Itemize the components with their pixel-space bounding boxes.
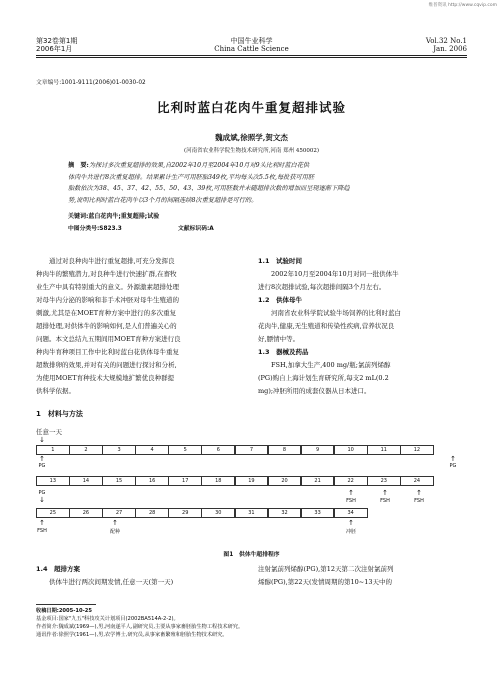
figure-caption: 图1 供体牛超排程序 bbox=[223, 552, 280, 558]
day-cell: 19 bbox=[235, 476, 269, 486]
day-cell: 16 bbox=[135, 476, 169, 486]
day-cell: 21 bbox=[301, 476, 335, 486]
day-cell: 12 bbox=[400, 445, 434, 455]
day-cell: 23 bbox=[367, 476, 401, 486]
subsection-heading: 1.4 超排方案 bbox=[36, 565, 81, 573]
journal-name-en: China Cattle Science bbox=[214, 45, 289, 53]
day-cell: 3 bbox=[102, 445, 136, 455]
day-row-1 bbox=[36, 445, 433, 455]
fsh-marker: FSH bbox=[37, 528, 47, 534]
header-rule-2 bbox=[36, 57, 467, 58]
journal-volume: 第32卷第1期 bbox=[36, 37, 78, 45]
fsh-marker: FSH bbox=[346, 498, 356, 504]
arrow-down-icon: ↓ bbox=[39, 436, 45, 444]
abstract-label: 摘 要: bbox=[68, 162, 89, 169]
day-cell: 7 bbox=[235, 445, 269, 455]
day-cell: 15 bbox=[102, 476, 136, 486]
arrow-up-icon: ↑ bbox=[348, 519, 354, 527]
day-cell: 24 bbox=[400, 476, 434, 486]
intro-line: 业生产中具有特别重大的意义。外源激素超排处理 bbox=[36, 283, 179, 291]
subsection-heading: 1.1 试验时间 bbox=[258, 257, 303, 265]
classification: 中图分类号:S823.3 bbox=[68, 226, 122, 232]
fsh-marker: FSH bbox=[414, 498, 424, 504]
body-line: 供体牛进行两次间期发情,任意一天(第一天) bbox=[49, 578, 174, 586]
footnote-funding: 基金项目:国家"九五"科技攻关计划项目(2002BA514A-2-2)。 bbox=[36, 616, 179, 622]
day-cell: 27 bbox=[102, 508, 136, 518]
day-cell: 32 bbox=[268, 508, 302, 518]
arrow-up-icon: ↑ bbox=[112, 519, 118, 527]
day-cell: 28 bbox=[135, 508, 169, 518]
footnotes bbox=[36, 607, 476, 639]
day-cell: 33 bbox=[301, 508, 335, 518]
day-cell: 25 bbox=[36, 508, 70, 518]
body-line: mg);冲胚所用的成套仪器从日本进口。 bbox=[258, 387, 371, 395]
day-cell: 8 bbox=[268, 445, 302, 455]
intro-line: 种肉牛的繁殖潜力,对良种牛进行快速扩群,在畜牧 bbox=[36, 270, 177, 278]
day-cell: 5 bbox=[168, 445, 202, 455]
arrow-up-icon: ↑ bbox=[450, 455, 456, 463]
arrow-up-icon: ↑ bbox=[416, 489, 422, 497]
day-cell: 26 bbox=[69, 508, 103, 518]
abstract-line: 为探讨多次重复超排的效果,自2002年10月至2004年10月对9头比利时蓝白花供 bbox=[88, 162, 310, 169]
footnote-corresponding: 通讯作者:徐照学(1961—),男,农学博士,研究员,从事家畜繁殖和胚胎生物技术研究。 bbox=[36, 632, 228, 638]
abstract-line: 体肉牛共进行8次重复超排。结果累计生产可用胚胎349枚,平均每头次5.5枚,每批获可用胚 bbox=[68, 173, 315, 181]
fsh-marker: FSH bbox=[380, 498, 390, 504]
day-cell: 30 bbox=[201, 508, 235, 518]
journal-date: 2006年1月 bbox=[36, 45, 73, 53]
body-line: FSH,加拿大生产,400 mg/瓶;氯前列烯醇 bbox=[271, 361, 391, 369]
body-line: 进行8次超排试验,每次超排间隔3个月左右。 bbox=[258, 283, 386, 291]
footnote-author: 作者简介:魏成斌(1969—),男,河南遂平人,副研究员,主要从事家畜胚胎生物工程技术研究。 bbox=[36, 624, 244, 630]
intro-line: 通过对良种肉牛进行重复超排,可充分发挥良 bbox=[49, 257, 175, 265]
day-cell: 9 bbox=[301, 445, 335, 455]
doc-code: 文献标识码:A bbox=[178, 226, 214, 232]
day-row-3 bbox=[36, 508, 367, 518]
body-line: 花肉牛,健康,无生殖道和传染性疾病,营养状况良 bbox=[258, 322, 395, 330]
journal-date-en: Jan. 2006 bbox=[433, 45, 467, 53]
pg-marker: PG bbox=[38, 490, 46, 496]
header-rule bbox=[36, 55, 467, 56]
subsection-heading: 1.3 器械及药品 bbox=[258, 348, 309, 356]
subsection-heading: 1.2 供体母牛 bbox=[258, 296, 303, 304]
body-line: 注射氯前列烯醇(PG),第12天第二次注射氯前列 bbox=[258, 565, 394, 573]
day-cell: 11 bbox=[367, 445, 401, 455]
body-line: 好,膘情中等。 bbox=[258, 335, 300, 343]
day-cell: 18 bbox=[201, 476, 235, 486]
day-cell: 31 bbox=[235, 508, 269, 518]
arrow-up-icon: ↑ bbox=[39, 455, 45, 463]
day-cell: 6 bbox=[201, 445, 235, 455]
section-1-4-cont bbox=[258, 563, 468, 589]
arrow-up-icon: ↑ bbox=[39, 519, 45, 527]
flush-marker: 冲胚 bbox=[345, 529, 356, 535]
affiliation: (河南省农业科学院生物技术研究所,河南 郑州 450002) bbox=[183, 148, 320, 154]
figure-any-day: 任意一天 bbox=[36, 428, 62, 436]
body-line: (PG)购自上海计划生育研究所,每支2 mL(0.2 bbox=[258, 374, 389, 382]
right-column bbox=[258, 255, 468, 398]
day-cell: 4 bbox=[135, 445, 169, 455]
intro-paragraph bbox=[36, 255, 248, 398]
arrow-up-icon: ↑ bbox=[348, 489, 354, 497]
day-cell: 13 bbox=[36, 476, 70, 486]
intro-line: 对母牛内分泌的影响和非手术冲胚对母牛生殖道的 bbox=[36, 296, 179, 304]
abstract-line: 胎数依次为38、45、37、42、55、50、43、39枚,可用胚数并未随超排次数的增加而呈现逐渐下降趋 bbox=[68, 185, 350, 192]
body-line: 2002年10月至2004年10月对同一批供体牛 bbox=[271, 270, 399, 278]
day-cell: 29 bbox=[168, 508, 202, 518]
day-row-2 bbox=[36, 476, 433, 486]
section-heading: 1 材料与方法 bbox=[36, 410, 83, 418]
intro-line: 超排处理,对供体牛的影响如何,是人们普遍关心的 bbox=[36, 322, 177, 330]
journal-vol-en: Vol.32 No.1 bbox=[425, 37, 467, 45]
intro-line: 种肉牛育种项目工作中比利时蓝白花供体母牛重复 bbox=[36, 348, 179, 356]
pg-marker: PG bbox=[449, 463, 457, 469]
section-1-4 bbox=[36, 563, 248, 589]
article-id: 文章编号:1001-9111(2006)01-0030-02 bbox=[36, 80, 146, 86]
arrow-down-icon: ↓ bbox=[39, 496, 45, 504]
intro-line: 问题。本文总结九五期间用MOET育种方案进行良 bbox=[36, 335, 181, 343]
day-cell: 17 bbox=[168, 476, 202, 486]
intro-line: 刺激,尤其是在MOET育种方案中进行的多次重复 bbox=[36, 309, 177, 317]
intro-line: 供科学依据。 bbox=[36, 387, 75, 395]
body-line: 河南省农业科学院试验牛场饲养的比利时蓝白 bbox=[271, 309, 401, 317]
intro-line: 为使用MOET育种技术大规模地扩繁优良种群提 bbox=[36, 374, 175, 382]
abstract-line: 势,说明比利时蓝白花肉牛以3个月的间隔连续8次重复超排是可行的。 bbox=[68, 196, 258, 204]
mating-marker: 配种 bbox=[109, 529, 120, 535]
day-cell: 10 bbox=[334, 445, 368, 455]
footnote-received: 收稿日期:2005-10-25 bbox=[36, 608, 93, 614]
intro-line: 超数排卵的效果,并对有关的问题进行探讨和分析, bbox=[36, 361, 177, 369]
pg-marker: PG bbox=[38, 463, 46, 469]
authors: 魏成斌,徐照学,贺文杰 bbox=[215, 133, 288, 142]
footnote-rule bbox=[36, 604, 96, 605]
arrow-up-icon: ↑ bbox=[382, 489, 388, 497]
abstract bbox=[68, 160, 448, 206]
day-cell: 1 bbox=[36, 445, 70, 455]
day-cell: 2 bbox=[69, 445, 103, 455]
body-line: 烯醇(PG),第22天(发情周期的第10~13天中的 bbox=[258, 578, 392, 586]
day-cell: 22 bbox=[334, 476, 368, 486]
day-cell: 34 bbox=[334, 508, 368, 518]
keywords: 关键词:蓝白花肉牛;重复超排;试验 bbox=[68, 213, 160, 220]
day-cell: 20 bbox=[268, 476, 302, 486]
journal-name: 中国牛业科学 bbox=[230, 37, 273, 45]
page-title: 比利时蓝白花肉牛重复超排试验 bbox=[156, 100, 346, 115]
watermark: 维普资讯 http://www.cqvip.com bbox=[428, 3, 497, 8]
day-cell: 14 bbox=[69, 476, 103, 486]
